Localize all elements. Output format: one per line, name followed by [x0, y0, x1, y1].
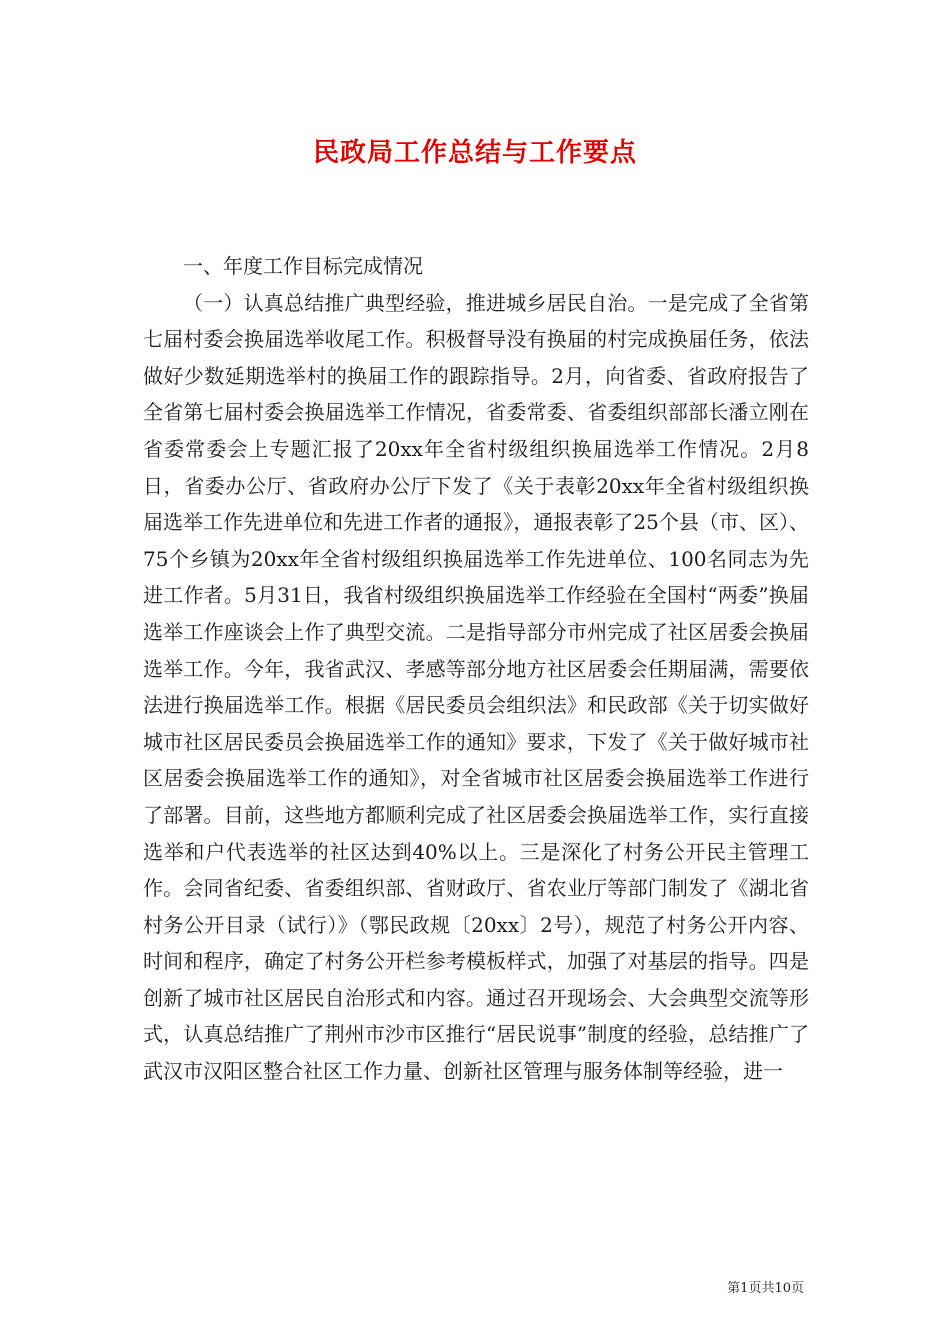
section-heading: 一、年度工作目标完成情况 [183, 254, 423, 278]
body-paragraph: （一）认真总结推广典型经验，推进城乡居民自治。一是完成了全省第七届村委会换届选举收尾工作。积极督导没有换届的村完成换届任务，依法做好少数延期选举村的换届工作的跟踪指导。2月，向省委、省政府报告了全省第七届村委会换届选举工作情况，省委常委、省委组织部部长潘立刚在省委常委会上专题汇报了20xx年全省村级组织换届选举工作情况。2月8日，省委办公厅、省政府办公厅下发了《关于表彰20xx年全省村级组织换届选举工作先进单位和先进工作者的通报》，通报表彰了25个县（市、区）、75个乡镇为20xx年全省村级组织换届选举工作先进单位、100名同志为先进工作者。5月31日，我省村级组织换届选举工作经验在全国村“两委”换届选举工作座谈会上作了典型交流。二是指导部分市州完成了社区居委会换届选举工作。今年，我省武汉、孝感等部分地方社区居委会任期届满，需要依法进行换届选举工作。根据《居民委员会组织法》和民政部《关于切实做好城市社区居民委员会换届选举工作的通知》要求，下发了《关于做好城市社区居委会换届选举工作的通知》，对全省城市社区居委会换届选举工作进行了部署。目前，这些地方都顺利完成了社区居委会换届选举工作，实行直接选举和户代表选举的社区达到40%以上。三是深化了村务公开民主管理工作。会同省纪委、省委组织部、省财政厅、省农业厅等部门制发了《湖北省村务公开目录（试行）》（鄂民政规〔20xx〕2号），规范了村务公开内容、时间和程序，确定了村务公开栏参考模板样式，加强了对基层的指导。四是创新了城市社区居民自治形式和内容。通过召开现场会、大会典型交流等形式，认真总结推广了荆州市沙市区推行“居民说事”制度的经验，总结推广了武汉市汉阳区整合社区工作力量、创新社区管理与服务体制等经验，进一 [143, 290, 809, 1084]
page-number: 第1页共10页 [727, 1281, 804, 1296]
document-body [143, 248, 809, 1090]
page-title: 民政局工作总结与工作要点 [312, 138, 637, 168]
